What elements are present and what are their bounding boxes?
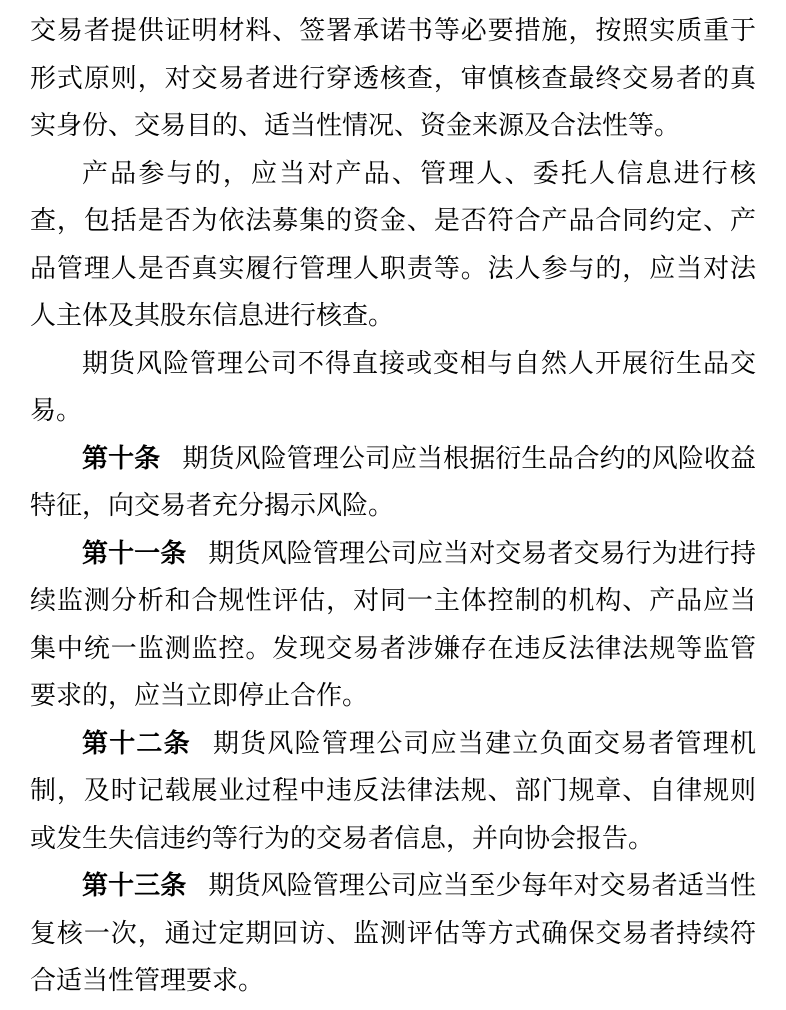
paragraph-text: 期货风险管理公司应当根据衍生品合约的风险收益特征，向交易者充分揭示风险。 <box>30 443 756 520</box>
paragraph <box>30 7 756 150</box>
paragraph-article-13 <box>30 862 756 1005</box>
article-number: 第十条 <box>82 443 161 473</box>
paragraph-text: 期货风险管理公司应当建立负面交易者管理机制，及时记载展业过程中违反法律法规、部门规章、自律规则或发生失信违约等行为的交易者信息，并向协会报告。 <box>30 728 756 853</box>
paragraph <box>30 150 756 340</box>
paragraph-text: 期货风险管理公司应当至少每年对交易者适当性复核一次，通过定期回访、监测评估等方式确保交易者持续符合适当性管理要求。 <box>30 871 756 995</box>
paragraph-text: 交易者提供证明材料、签署承诺书等必要措施，按照实质重于形式原则，对交易者进行穿透核查，审慎核查最终交易者的真实身份、交易目的、适当性情况、资金来源及合法性等。 <box>30 16 756 140</box>
paragraph <box>30 340 756 435</box>
paragraph-text: 期货风险管理公司不得直接或变相与自然人开展衍生品交易。 <box>30 348 756 425</box>
paragraph-article-10 <box>30 435 756 530</box>
article-number: 第十三条 <box>82 871 187 900</box>
paragraph-text: 产品参与的，应当对产品、管理人、委托人信息进行核查，包括是否为依法募集的资金、是否符合产品合同约定、产品管理人是否真实履行管理人职责等。法人参与的，应当对法人主体及其股东信息进行核查。 <box>30 158 756 330</box>
document-body <box>30 7 756 1005</box>
paragraph-article-11 <box>30 530 756 720</box>
paragraph-text: 期货风险管理公司应当对交易者交易行为进行持续监测分析和合规性评估，对同一主体控制的机构、产品应当集中统一监测监控。发现交易者涉嫌存在违反法律法规等监管要求的，应当立即停止合作。 <box>30 538 756 710</box>
article-number: 第十二条 <box>82 728 191 758</box>
article-number: 第十一条 <box>82 538 187 568</box>
paragraph-article-12 <box>30 720 756 863</box>
